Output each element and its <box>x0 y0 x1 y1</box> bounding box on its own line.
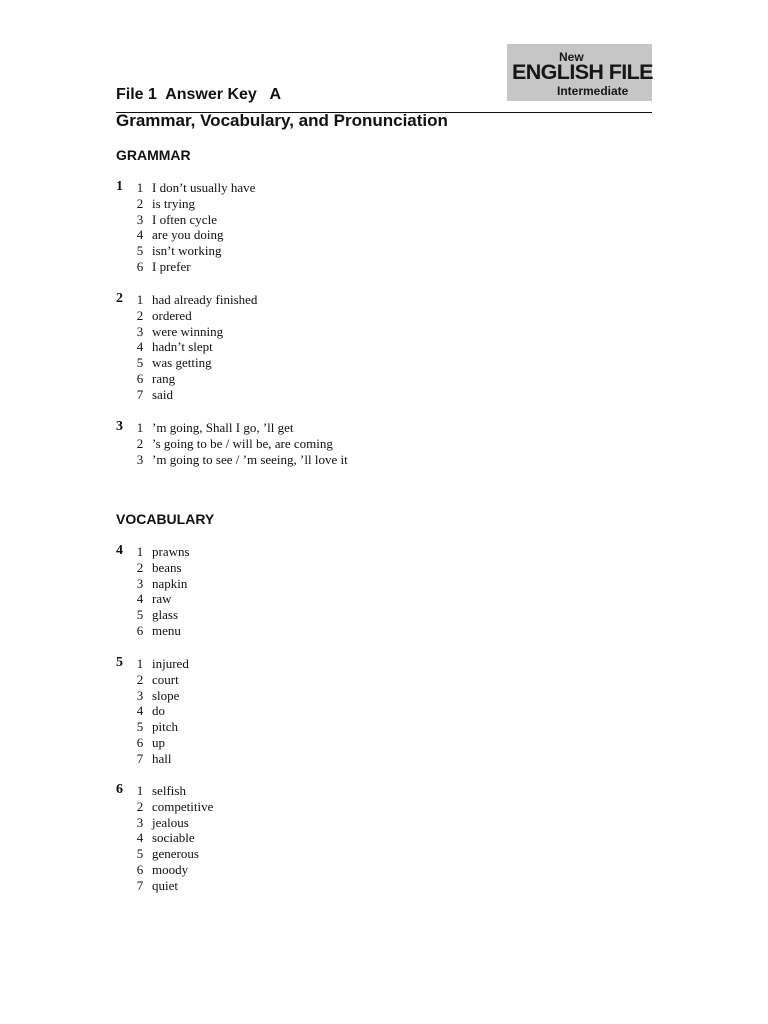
item-answer: I often cycle <box>152 211 217 227</box>
item-number: 1 <box>136 420 144 435</box>
item-number: 4 <box>136 227 144 243</box>
item-answer: ’s going to be / will be, are coming <box>152 435 333 451</box>
item-answer: raw <box>152 591 172 607</box>
item-answer: beans <box>152 559 182 575</box>
item-number: 7 <box>136 750 144 766</box>
item-number: 6 <box>136 370 144 386</box>
item-answer: competitive <box>152 798 214 814</box>
item-answer: pitch <box>152 719 178 735</box>
item-answer: hall <box>152 750 172 766</box>
exercise-number: 4 <box>116 543 123 558</box>
item-answer: ’m going to see / ’m seeing, ’ll love it <box>152 451 348 467</box>
english-file-logo <box>507 44 652 101</box>
item-number: 4 <box>136 591 144 607</box>
item-answer: napkin <box>152 575 188 591</box>
item-answer: slope <box>152 687 180 703</box>
item-number: 2 <box>136 435 144 451</box>
exercise-number: 6 <box>116 782 123 797</box>
item-number: 2 <box>136 559 144 575</box>
item-number: 5 <box>136 355 144 371</box>
item-number: 2 <box>136 195 144 211</box>
item-number: 3 <box>136 814 144 830</box>
item-number: 1 <box>136 783 144 798</box>
item-number: 2 <box>136 798 144 814</box>
item-number: 2 <box>136 671 144 687</box>
item-answer: glass <box>152 607 178 623</box>
item-answer: is trying <box>152 195 195 211</box>
item-answer: had already finished <box>152 292 258 307</box>
item-answer: ordered <box>152 307 192 323</box>
item-number: 1 <box>136 544 144 559</box>
item-answer: said <box>152 386 173 402</box>
item-answer: were winning <box>152 323 224 339</box>
item-answer: are you doing <box>152 227 224 243</box>
item-number: 2 <box>136 307 144 323</box>
exercise-number: 3 <box>116 419 123 434</box>
item-number: 3 <box>136 575 144 591</box>
item-number: 7 <box>136 386 144 402</box>
item-number: 6 <box>136 734 144 750</box>
item-answer: was getting <box>152 355 212 371</box>
item-number: 1 <box>136 180 144 195</box>
item-answer: isn’t working <box>152 243 222 259</box>
item-answer: moody <box>152 861 189 877</box>
item-answer: ’m going, Shall I go, ’ll get <box>152 420 294 435</box>
item-answer: hadn’t slept <box>152 339 213 355</box>
item-answer: I don’t usually have <box>152 180 256 195</box>
item-answer: court <box>152 671 179 687</box>
item-answer: I prefer <box>152 258 191 274</box>
page-title: Grammar, Vocabulary, and Pronunciation <box>116 111 448 130</box>
item-number: 3 <box>136 323 144 339</box>
exercise-number: 2 <box>116 291 123 306</box>
item-number: 5 <box>136 719 144 735</box>
item-number: 6 <box>136 622 144 638</box>
item-number: 6 <box>136 258 144 274</box>
item-number: 5 <box>136 607 144 623</box>
vocabulary-heading: VOCABULARY <box>116 511 215 527</box>
item-answer: generous <box>152 846 199 862</box>
item-number: 4 <box>136 703 144 719</box>
item-number: 6 <box>136 861 144 877</box>
item-answer: rang <box>152 370 176 386</box>
item-answer: menu <box>152 622 181 638</box>
item-number: 1 <box>136 292 144 307</box>
logo-line-new: New <box>559 50 584 64</box>
item-number: 3 <box>136 451 144 467</box>
exercise-number: 5 <box>116 655 123 670</box>
item-answer: selfish <box>152 783 186 798</box>
item-answer: do <box>152 703 165 719</box>
item-number: 4 <box>136 339 144 355</box>
exercise-number: 1 <box>116 179 123 194</box>
item-number: 1 <box>136 656 144 671</box>
item-answer: quiet <box>152 877 178 893</box>
item-number: 3 <box>136 211 144 227</box>
logo-line-intermediate: Intermediate <box>557 84 629 98</box>
item-number: 5 <box>136 846 144 862</box>
item-number: 5 <box>136 243 144 259</box>
item-number: 4 <box>136 830 144 846</box>
item-answer: sociable <box>152 830 195 846</box>
grammar-heading: GRAMMAR <box>116 147 191 163</box>
item-number: 3 <box>136 687 144 703</box>
item-answer: prawns <box>152 544 190 559</box>
item-answer: jealous <box>152 814 189 830</box>
item-answer: up <box>152 734 165 750</box>
item-number: 7 <box>136 877 144 893</box>
logo-line-english-file: ENGLISH FILE <box>512 60 653 84</box>
item-answer: injured <box>152 656 189 671</box>
file-title: File 1 Answer Key A <box>116 86 282 103</box>
